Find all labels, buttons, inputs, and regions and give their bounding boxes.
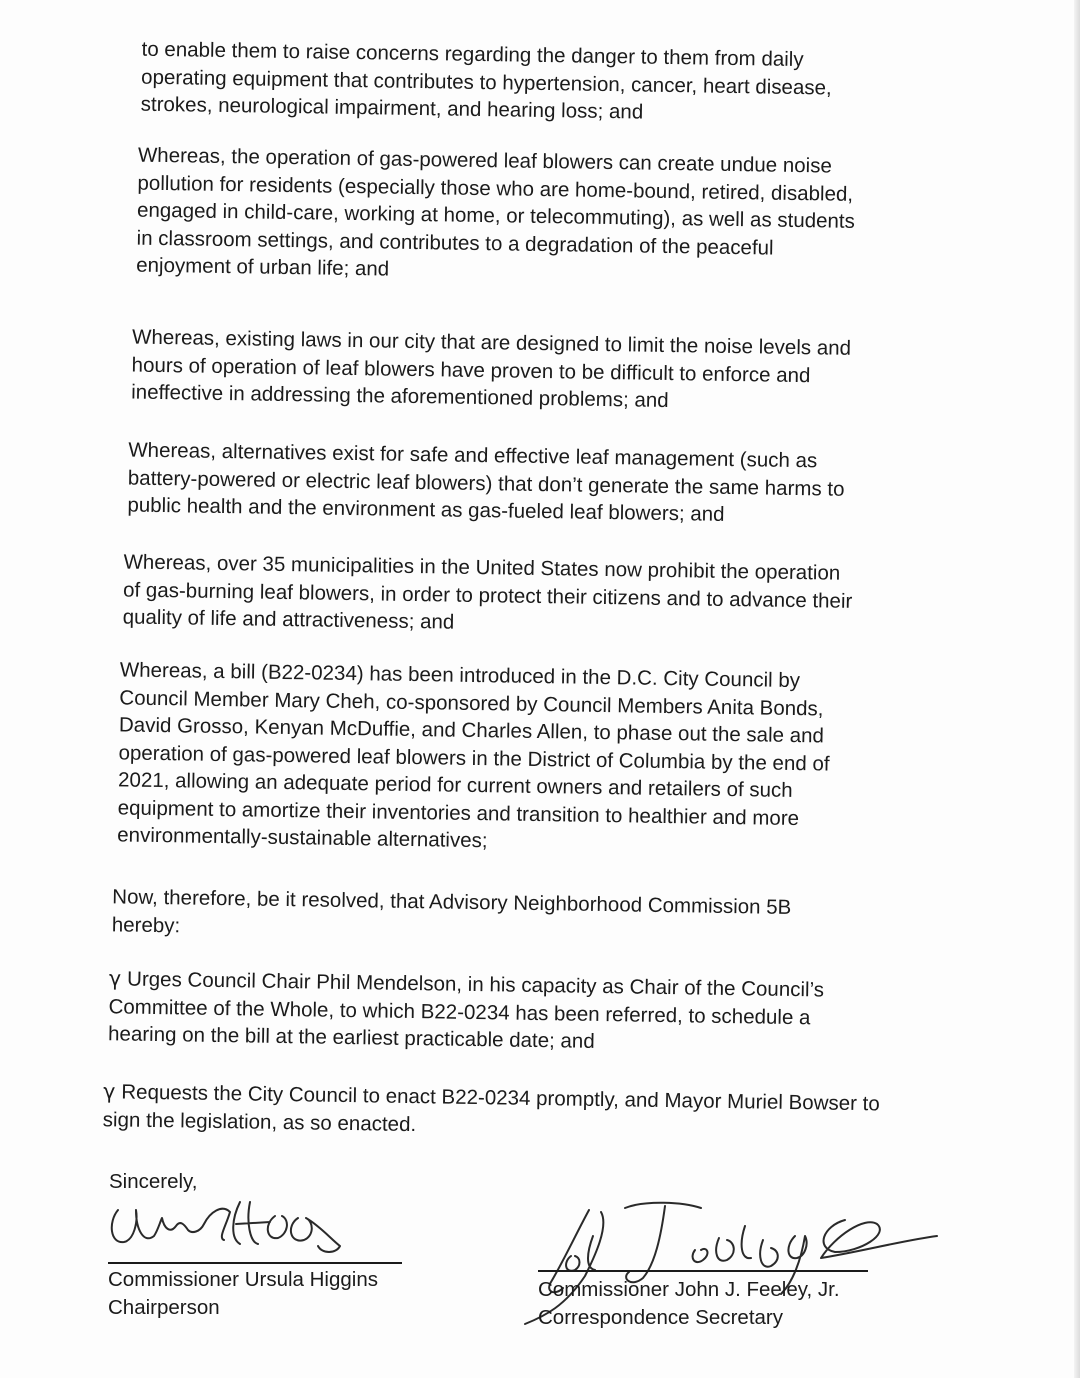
signatory-1-title: Chairperson xyxy=(108,1296,220,1319)
closing-salutation: Sincerely, xyxy=(109,1170,198,1193)
signatory-2-title: Correspondence Secretary xyxy=(538,1306,783,1329)
bullet-text: Requests the City Council to enact B22-0234 promptly, and Mayor Muriel Bowser to sign the legislation, as so enacted. xyxy=(102,1080,880,1136)
bullet-symbol: γ xyxy=(108,966,122,991)
signature-ursula-higgins xyxy=(100,1182,400,1262)
bullet-symbol: γ xyxy=(103,1079,116,1104)
paragraph-noise-pollution: Whereas, the operation of gas-powered leaf blowers can create undue noise pollution for residents (especially those who are home-bound, retired, disabled, engaged in child-care, working at home, or telecommuting), as well as students in classroom settings, and contributes to a degradation of the peaceful enjoyment of urban life; and xyxy=(136,143,856,281)
signatory-2-name: Commissioner John J. Feeley, Jr. xyxy=(538,1278,840,1301)
paragraph-resolution: Now, therefore, be it resolved, that Advisory Neighborhood Commission 5B hereby: xyxy=(111,885,792,937)
scan-edge-shadow xyxy=(1074,0,1080,1378)
letter-body xyxy=(9,0,1080,1136)
paragraph-alternatives: Whereas, alternatives exist for safe and effective leaf management (such as battery-powered or electric leaf blowers) that don’t generate the same harms to public health and the environment as gas-fueled leaf blowers; and xyxy=(127,438,845,526)
paragraph-health-concerns: to enable them to raise concerns regarding the danger to them from daily operating equipment that contributes to hypertension, cancer, heart disease, strokes, neurological impairment, and hearing loss; and xyxy=(140,37,832,124)
bullet-urges-chair xyxy=(108,965,824,1059)
signatory-2 xyxy=(538,1276,840,1332)
signature-line-1 xyxy=(108,1262,402,1264)
paragraph-bill-b22-0234: Whereas, a bill (B22-0234) has been introduced in the D.C. City Council by Council Member Mary Cheh, co-sponsored by Council Members Anita Bonds, David Grosso, Kenyan McDuffie, and Charles Allen, to phase out the sale and operation of gas-powered leaf blowers in the District of Columbia by the end of 2021, allowing an adequate period for current owners and retailers of such equipment to amortize their inventories and transition to healthier and more environmentally-sustainable alternatives; xyxy=(117,658,830,853)
signature-line-2 xyxy=(538,1270,868,1272)
signatory-1-name: Commissioner Ursula Higgins xyxy=(108,1268,378,1291)
paragraph-existing-laws: Whereas, existing laws in our city that are designed to limit the noise levels and hours of operation of leaf blowers have proven to be difficult to enforce and ineffective in addressing the aforementioned problems; and xyxy=(131,325,852,412)
bullet-text: Urges Council Chair Phil Mendelson, in his capacity as Chair of the Council’s Committee of the Whole, to which B22-0234 has been referred, to schedule a hearing on the bill at the earliest practicable date; and xyxy=(107,967,825,1053)
bullet-requests-council xyxy=(103,1078,880,1145)
paragraph-municipalities: Whereas, over 35 municipalities in the United States now prohibit the operation of gas-burning leaf blowers, in order to protect their citizens and to advance their quality of life and attractiveness; and xyxy=(122,550,853,634)
signatory-1 xyxy=(108,1266,378,1322)
